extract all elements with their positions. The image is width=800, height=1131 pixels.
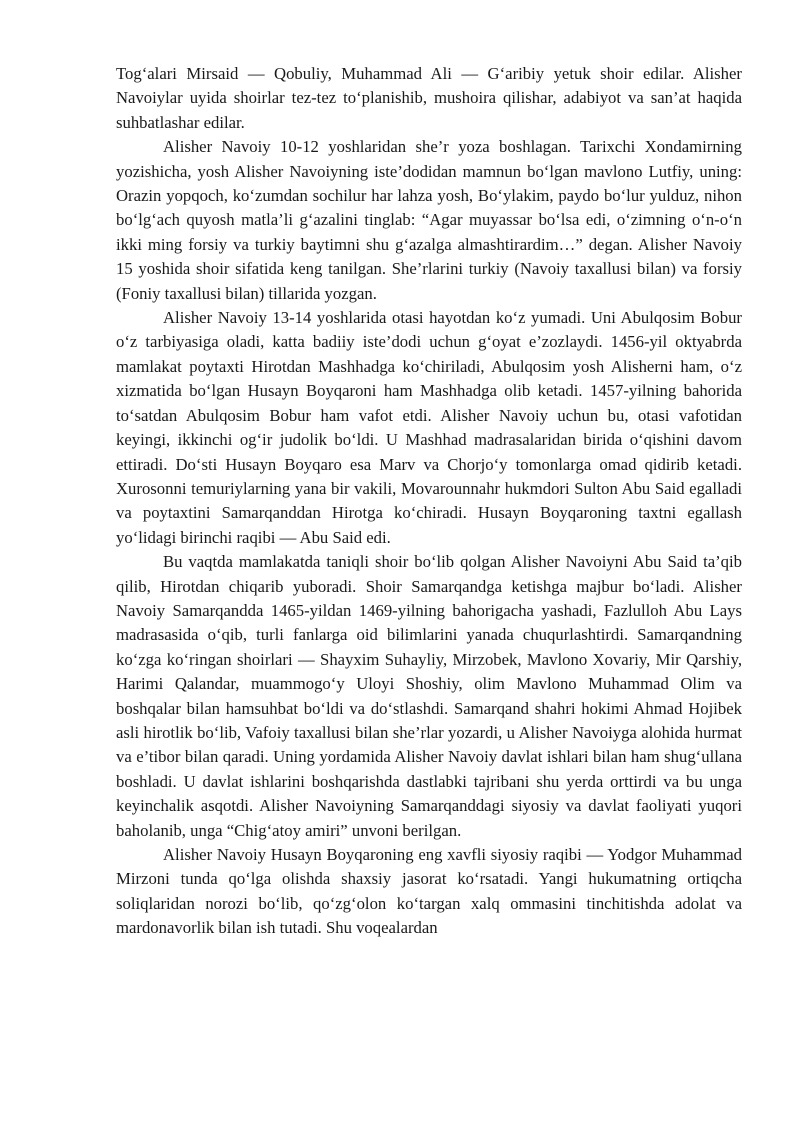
paragraph-1: Tog‘alari Mirsaid — Qobuliy, Muhammad Ali — G‘aribiy yetuk shoir edilar. Alisher Navoiylar uyida shoirlar tez-tez to‘planishib, mushoira qilishar, adabiyot va san’at haqida suhbatlashar edilar. [116, 64, 742, 132]
document-body [116, 62, 742, 941]
paragraph-4: Bu vaqtda mamlakatda taniqli shoir bo‘lib qolgan Alisher Navoiyni Abu Said ta’qib qilib, Hirotdan chiqarib yuboradi. Shoir Samarqandga ketishga majbur bo‘ladi. Alisher Navoiy Samarqandda 1465-yildan 1469-yilning bahorigacha yashadi, Fazlulloh Abu Lays madrasasida o‘qib, turli fanlarga oid bilimlarini yanada chuqurlashtirdi. Samarqandning ko‘zga ko‘ringan shoirlari — Shayxim Suhayliy, Mirzobek, Mavlono Xovariy, Mir Qarshiy, Harimi Qalandar, muammogo‘y Uloyi Shoshiy, olim Mavlono Muhammad Olim va boshqalar bilan hamsuhbat bo‘ldi va do‘stlashdi. Samarqand shahri hokimi Ahmad Hojibek asli hirotlik bo‘lib, Vafoiy taxallusi bilan she’rlar yozardi, u Alisher Navoiyga alohida hurmat va e’tibor bilan qaradi. Uning yordamida Alisher Navoiy davlat ishlari bilan ham shug‘ullana boshladi. U davlat ishlarini boshqarishda dastlabki tajribani shu yerda orttirdi va bu unga keyinchalik asqotdi. Alisher Navoiyning Samarqanddagi siyosiy va davlat faoliyati yuqori baholanib, unga “Chig‘atoy amiri” unvoni berilgan. [116, 552, 742, 840]
paragraph-5: Alisher Navoiy Husayn Boyqaroning eng xavfli siyosiy raqibi — Yodgor Muhammad Mirzoni tunda qo‘lga olishda shaxsiy jasorat ko‘rsatadi. Yangi hukumatning ortiqcha soliqlaridan norozi bo‘lib, qo‘zg‘olon ko‘targan xalq ommasini tinchitishda adolat va mardonavorlik bilan ish tutadi. Shu voqealardan [116, 845, 742, 938]
paragraph-2: Alisher Navoiy 10-12 yoshlaridan she’r yoza boshlagan. Tarixchi Xondamirning yozishicha, yosh Alisher Navoiyning iste’dodidan mamnun bo‘lgan mavlono Lutfiy, uning: Orazin yopqoch, ko‘zumdan sochilur har lahza yosh, Bo‘ylakim, paydo bo‘lur yulduz, nihon bo‘lg‘ach quyosh matla’li g‘azalini tinglab: “Agar muyassar bo‘lsa edi, o‘zimning o‘n-o‘n ikki ming forsiy va turkiy baytimni shu g‘azalga almashtirardim…” degan. Alisher Navoiy 15 yoshida shoir sifatida keng tanilgan. She’rlarini turkiy (Navoiy taxallusi bilan) va forsiy (Foniy taxallusi bilan) tillarida yozgan. [116, 137, 742, 303]
paragraph-3: Alisher Navoiy 13-14 yoshlarida otasi hayotdan ko‘z yumadi. Uni Abulqosim Bobur o‘z tarbiyasiga oladi, katta badiiy iste’dodi uchun g‘oyat e’zozlaydi. 1456-yil oktyabrda mamlakat poytaxti Hirotdan Mashhadga ko‘chiriladi, Abulqosim yosh Alisherni ham, o‘z xizmatida bo‘lgan Husayn Boyqaroni ham Mashhadga olib ketadi. 1457-yilning bahorida to‘satdan Abulqosim Bobur ham vafot etdi. Alisher Navoiy uchun bu, otasi vafotidan keyingi, ikkinchi og‘ir judolik bo‘ldi. U Mashhad madrasalaridan birida o‘qishini davom ettiradi. Do‘sti Husayn Boyqaro esa Marv va Chorjo‘y tomonlarga omad qidirib ketadi. Xurosonni temuriylarning yana bir vakili, Movarounnahr hukmdori Sulton Abu Said egalladi va poytaxtini Samarqanddan Hirotga ko‘chiradi. Husayn Boyqaroning taxtni egallash yo‘lidagi birinchi raqibi — Abu Said edi. [116, 308, 742, 547]
